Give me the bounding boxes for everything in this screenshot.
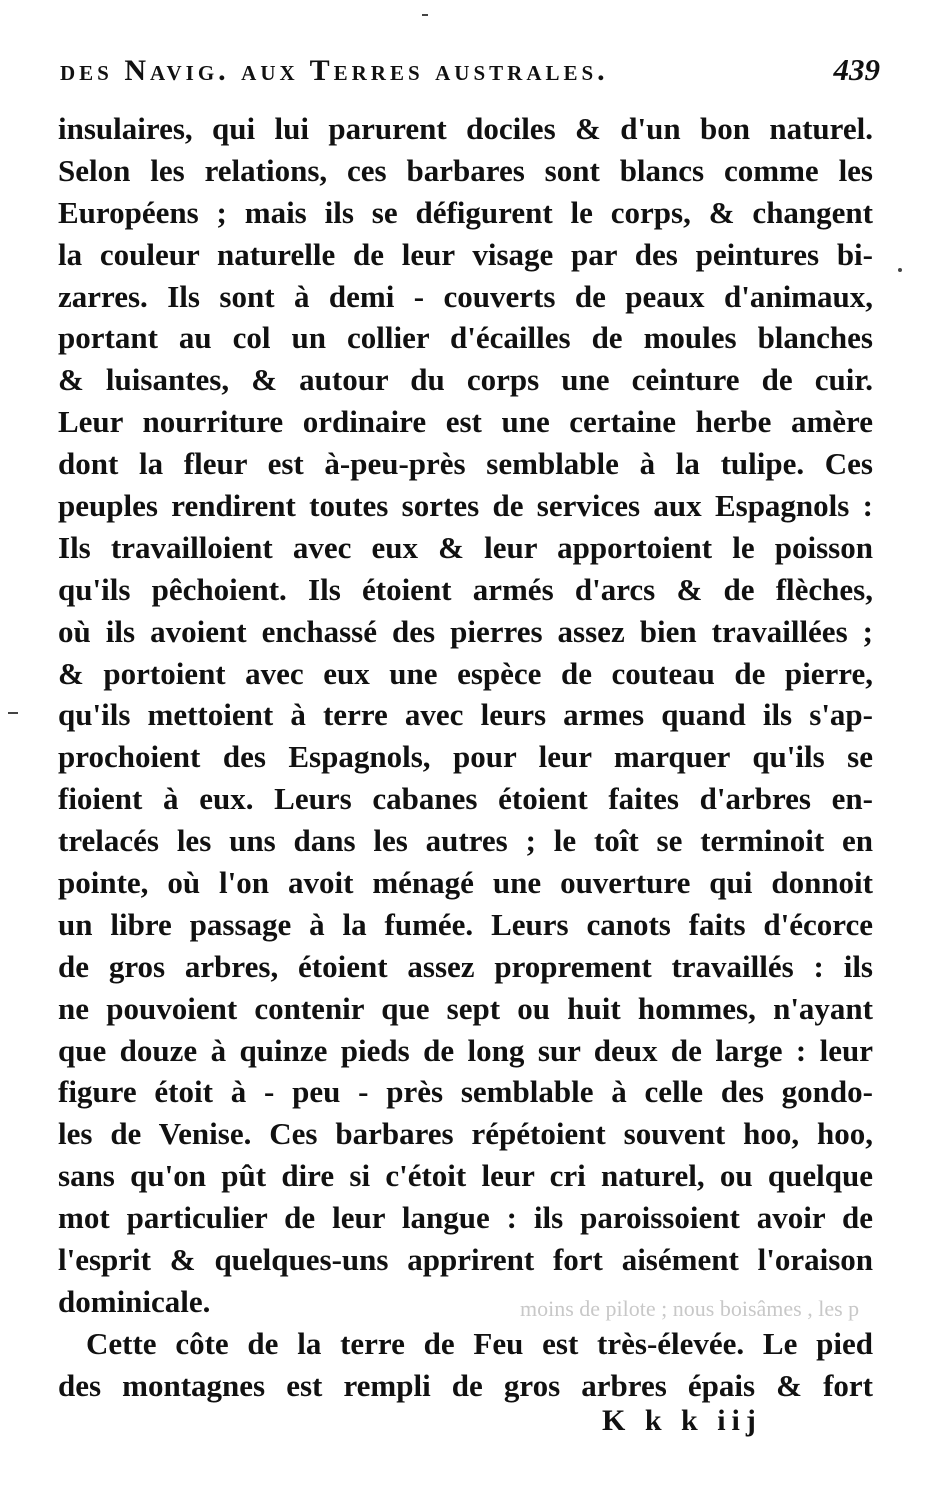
text-line: la couleur naturelle de leur visage par des peintures bi- bbox=[58, 236, 873, 272]
text-line: prochoient des Espagnols, pour leur marquer qu'ils se bbox=[58, 739, 873, 775]
running-head-title: des Navig. aux Terres australes. bbox=[60, 54, 609, 87]
text-line: des montagnes est rempli de gros arbres épais & fort bbox=[58, 1367, 873, 1403]
text-line: les de Venise. Ces barbares répétoient souvent hoo, hoo, bbox=[58, 1116, 873, 1152]
text-line: Cette côte de la terre de Feu est très-élevée. Le pied bbox=[86, 1325, 873, 1361]
text-line: qu'ils mettoient à terre avec leurs armes quand ils s'ap- bbox=[58, 697, 873, 733]
signature-catchword: K k k iij bbox=[602, 1404, 762, 1437]
text-line: trelacés les uns dans les autres ; le toît se terminoit en bbox=[58, 823, 873, 859]
body-text bbox=[58, 108, 873, 1407]
text-line: un libre passage à la fumée. Leurs canots faits d'écorce bbox=[58, 906, 873, 942]
text-line: fioient à eux. Leurs cabanes étoient faites d'arbres en- bbox=[58, 781, 873, 817]
text-line: zarres. Ils sont à demi - couverts de peaux d'animaux, bbox=[58, 278, 873, 314]
text-line: l'esprit & quelques-uns apprirent fort aisément l'oraison bbox=[58, 1242, 873, 1278]
text-line: & portoient avec eux une espèce de couteau de pierre, bbox=[58, 655, 873, 691]
text-line: Leur nourriture ordinaire est une certaine herbe amère bbox=[58, 404, 873, 440]
text-line: qu'ils pêchoient. Ils étoient armés d'arcs & de flèches, bbox=[58, 571, 873, 607]
show-through-text: moins de pilote ; nous boisâmes , les p bbox=[520, 1296, 860, 1321]
text-line: ne pouvoient contenir que sept ou huit hommes, n'ayant bbox=[58, 990, 873, 1026]
text-line: peuples rendirent toutes sortes de services aux Espagnols : bbox=[58, 488, 873, 524]
running-head bbox=[60, 52, 880, 102]
margin-mark bbox=[8, 712, 18, 714]
text-line: insulaires, qui lui parurent dociles & d'un bon naturel. bbox=[58, 111, 873, 146]
text-line: portant au col un collier d'écailles de moules blanches bbox=[58, 320, 873, 356]
text-line: figure étoit à - peu - près semblable à celle des gondo- bbox=[58, 1074, 873, 1110]
text-line: Selon les relations, ces barbares sont blancs comme les bbox=[58, 152, 873, 188]
text-line: Ils travailloient avec eux & leur apportoient le poisson bbox=[58, 529, 873, 565]
text-line: de gros arbres, étoient assez proprement travaillés : ils bbox=[58, 948, 873, 984]
text-line: que douze à quinze pieds de long sur deux de large : leur bbox=[58, 1032, 873, 1068]
text-line: où ils avoient enchassé des pierres assez bien travaillées ; bbox=[58, 613, 873, 649]
margin-mark bbox=[422, 14, 428, 16]
text-line: dont la fleur est à-peu-près semblable à la tulipe. Ces bbox=[58, 446, 873, 482]
text-line: mot particulier de leur langue : ils paroissoient avoir de bbox=[58, 1200, 873, 1236]
text-line: sans qu'on pût dire si c'étoit leur cri naturel, ou quelque bbox=[58, 1158, 873, 1194]
text-line: & luisantes, & autour du corps une ceinture de cuir. bbox=[58, 362, 873, 398]
text-line: pointe, où l'on avoit ménagé une ouverture qui donnoit bbox=[58, 865, 873, 901]
margin-mark bbox=[898, 268, 902, 272]
text-line: Européens ; mais ils se défigurent le corps, & changent bbox=[58, 194, 873, 230]
page-number: 439 bbox=[833, 52, 880, 87]
text-line: dominicale. bbox=[58, 1283, 211, 1319]
